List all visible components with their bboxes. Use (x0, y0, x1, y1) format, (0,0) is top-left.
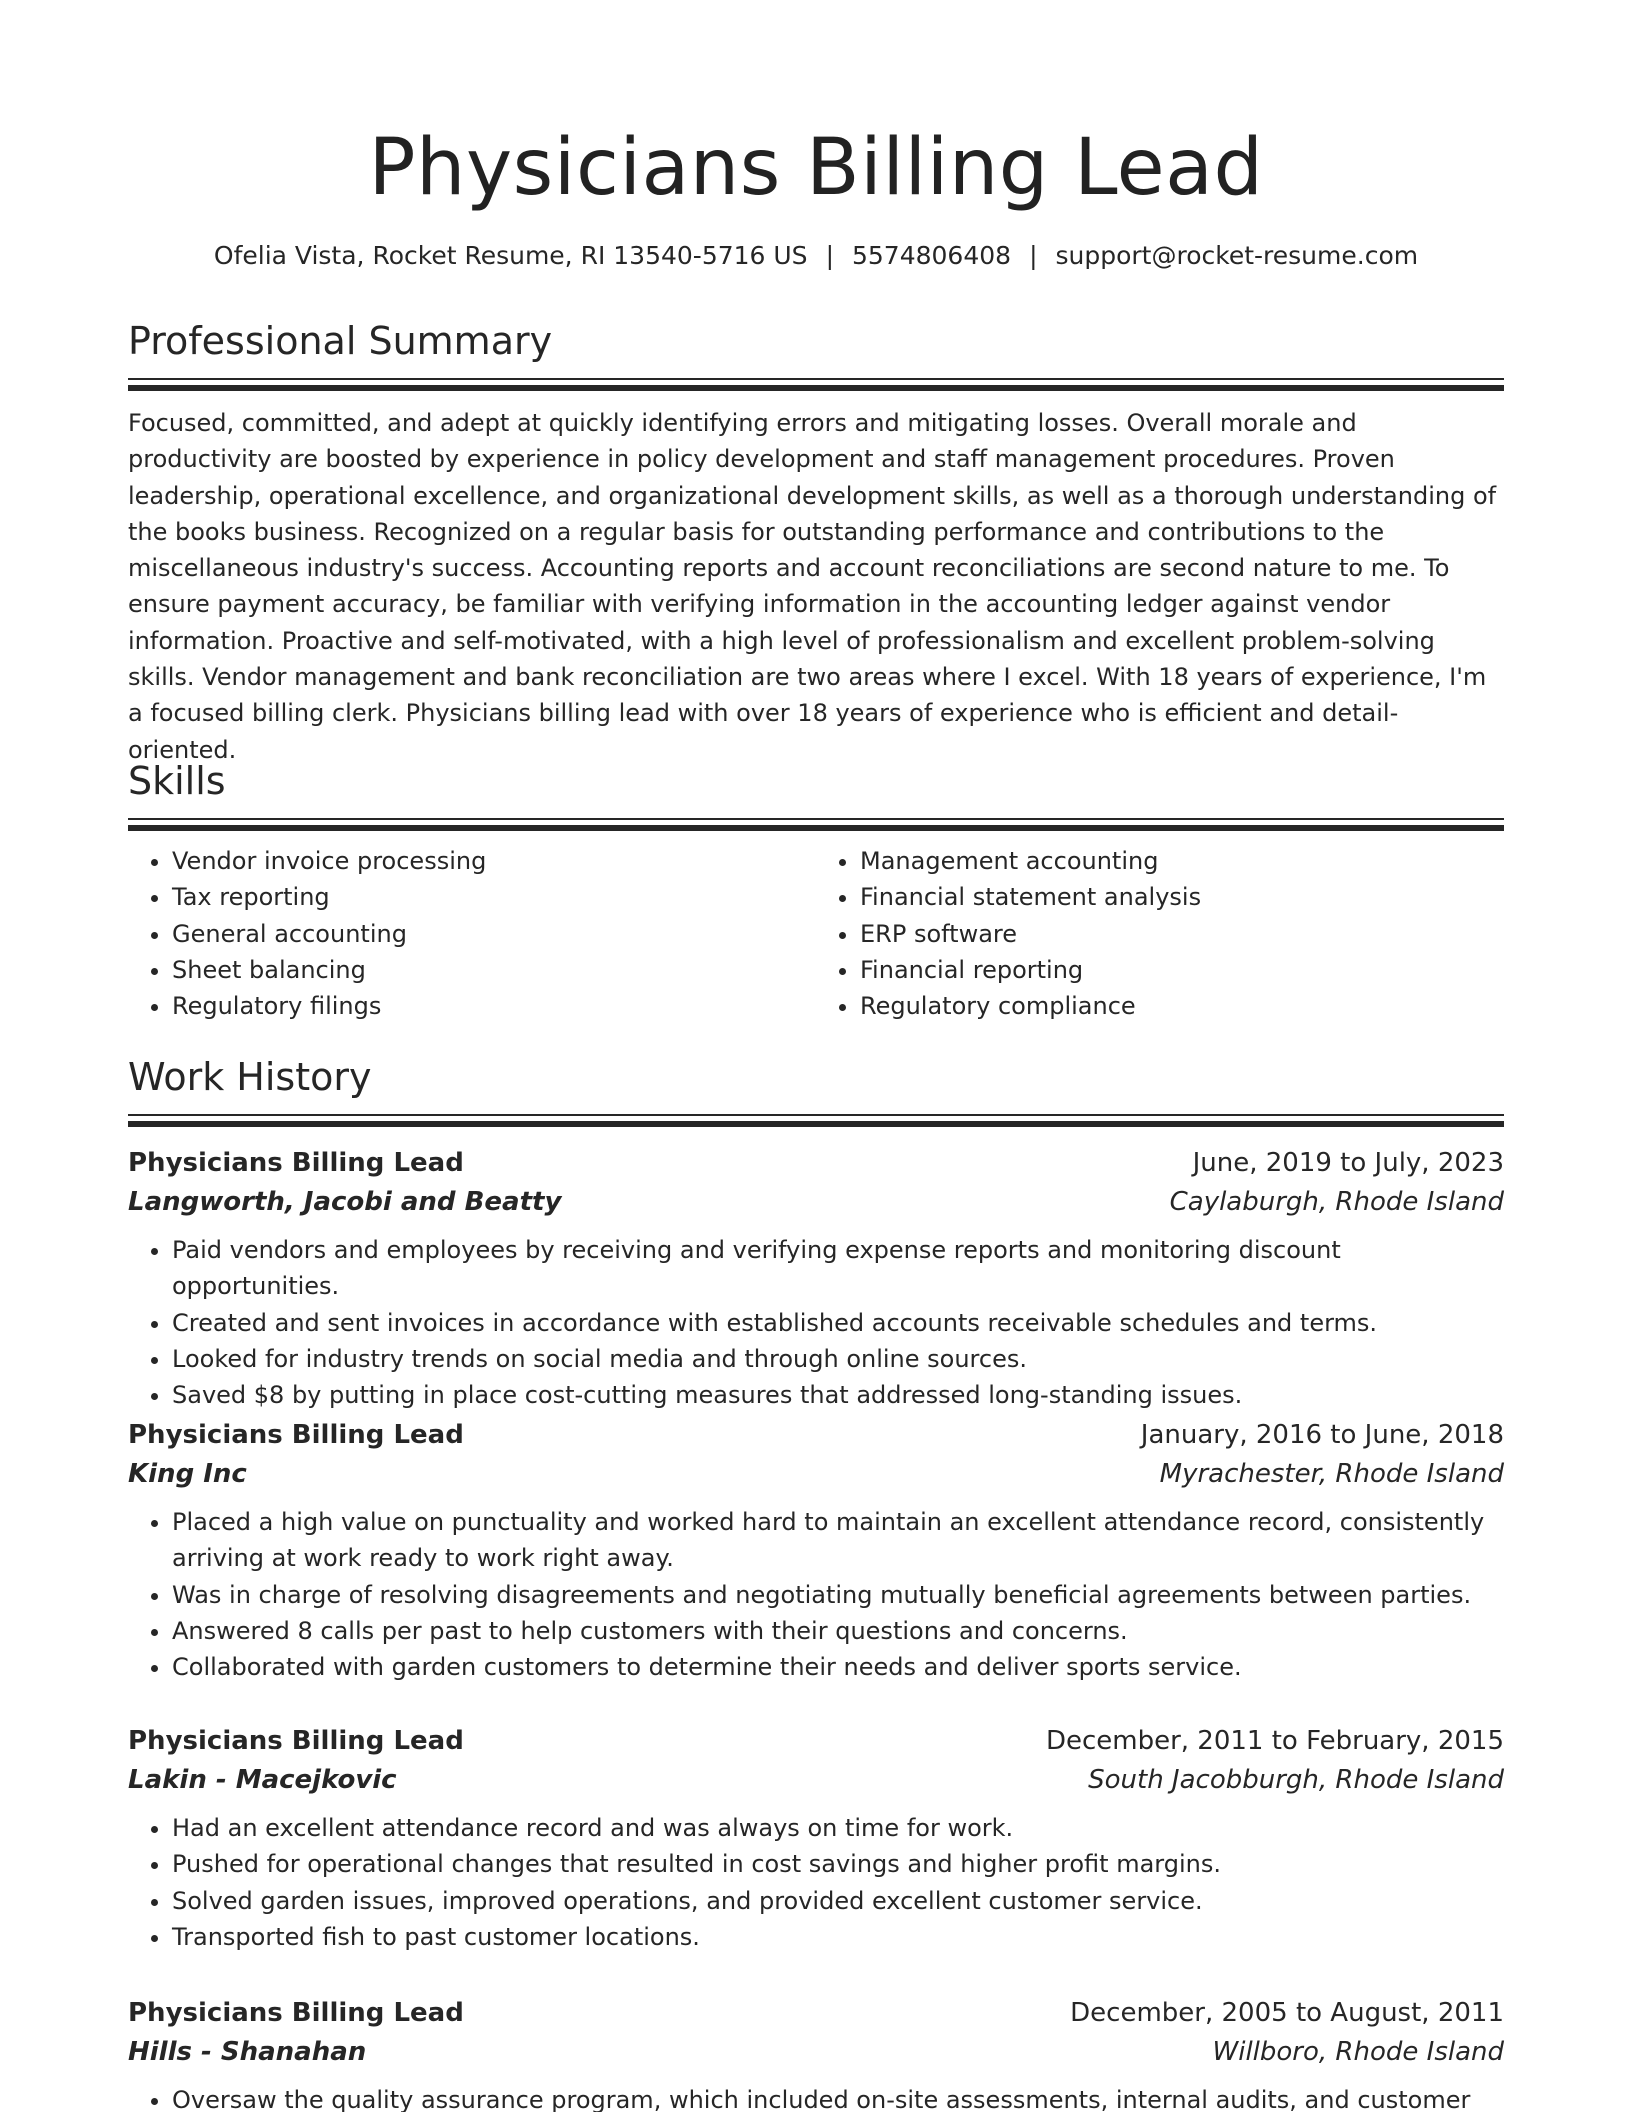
job-dates: December, 2005 to August, 2011 (1070, 1998, 1504, 2028)
job-bullets (128, 1232, 1504, 1413)
job-bullets (128, 1810, 1504, 1955)
job-bullet: • Collaborated with garden customers to determine their needs and deliver sports service. (172, 1649, 1504, 1685)
work-section (128, 1052, 1504, 1127)
resume-title: Physicians Billing Lead (368, 123, 1264, 213)
summary-text: Focused, committed, and adept at quickly identifying errors and mitigating losses. Overall morale and productivity are boosted by experience in policy development and staff management procedures. Proven leadership, operational excellence, and organizational development skills, as well as a thorough understanding of the books business. Recognized on a regular basis for outstanding performance and contributions to the miscellaneous industry's success. Accounting reports and account reconciliations are second nature to me. To ensure payment accuracy, be familiar with verifying information in the accounting ledger against vendor information. Proactive and self-motivated, with a high level of professionalism and excellent problem-solving skills. Vendor management and bank reconciliation are two areas where I excel. With 18 years of experience, I'm a focused billing clerk. Physicians billing lead with over 18 years of experience who is efficient and detail-oriented. (128, 409, 1497, 764)
job-dates: January, 2016 to June, 2018 (1140, 1420, 1504, 1450)
job-bullets (128, 2082, 1504, 2112)
contact-separator: | (1029, 241, 1038, 270)
skills-section (128, 756, 1504, 1024)
job-bullet: • Had an excellent attendance record and was always on time for work. (172, 1810, 1504, 1846)
section-divider (128, 818, 1504, 831)
job-bullet: • Saved $8 by putting in place cost-cutting measures that addressed long-standing issues. (172, 1377, 1504, 1413)
job-bullet: • Created and sent invoices in accordance with established accounts receivable schedules and terms. (172, 1305, 1504, 1341)
job-bullet: • Answered 8 calls per past to help customers with their questions and concerns. (172, 1613, 1504, 1649)
job-entry (128, 1144, 1504, 1413)
contact-line (0, 238, 1632, 274)
section-divider (128, 378, 1504, 391)
job-title: Physicians Billing Lead (128, 1148, 464, 1178)
contact-phone: 5574806408 (852, 241, 1012, 270)
contact-email: support@rocket-resume.com (1055, 241, 1419, 270)
job-dates: December, 2011 to February, 2015 (1045, 1726, 1504, 1756)
skill-item: • Vendor invoice processing (172, 843, 816, 879)
skills-columns (128, 843, 1504, 1024)
summary-heading: Professional Summary (128, 319, 553, 363)
skill-item: • Financial statement analysis (860, 879, 1504, 915)
job-entry (128, 1994, 1504, 2112)
job-bullet: • Oversaw the quality assurance program, which included on-site assessments, internal audits, and customer (172, 2082, 1504, 2112)
job-bullet: • Looked for industry trends on social media and through online sources. (172, 1341, 1504, 1377)
skills-heading: Skills (128, 759, 226, 803)
job-entry (128, 1722, 1504, 1955)
job-location: Caylaburgh, Rhode Island (1169, 1187, 1504, 1217)
job-entry (128, 1416, 1504, 1685)
skill-item: • Sheet balancing (172, 952, 816, 988)
contact-address: Ofelia Vista, Rocket Resume, RI 13540-5716 US (213, 241, 808, 270)
section-divider (128, 1114, 1504, 1127)
job-company: Hills - Shanahan (128, 2037, 367, 2067)
skills-right-column (816, 843, 1504, 1024)
skill-item: • Regulatory compliance (860, 988, 1504, 1024)
skills-left-column (128, 843, 816, 1024)
job-bullet: • Was in charge of resolving disagreements and negotiating mutually beneficial agreements between parties. (172, 1577, 1504, 1613)
job-bullet: • Solved garden issues, improved operations, and provided excellent customer service. (172, 1883, 1504, 1919)
skill-item: • Management accounting (860, 843, 1504, 879)
job-bullet: • Paid vendors and employees by receiving and verifying expense reports and monitoring discount opportunities. (172, 1232, 1504, 1305)
skill-item: • Regulatory filings (172, 988, 816, 1024)
job-location: Myrachester, Rhode Island (1159, 1459, 1504, 1489)
job-company: Langworth, Jacobi and Beatty (128, 1187, 562, 1217)
job-company: King Inc (128, 1459, 247, 1489)
job-location: South Jacobburgh, Rhode Island (1088, 1765, 1504, 1795)
skill-item: • Tax reporting (172, 879, 816, 915)
skill-item: • Financial reporting (860, 952, 1504, 988)
contact-separator: | (825, 241, 834, 270)
job-location: Willboro, Rhode Island (1212, 2037, 1504, 2067)
job-title: Physicians Billing Lead (128, 1420, 464, 1450)
job-bullet: • Pushed for operational changes that resulted in cost savings and higher profit margins. (172, 1846, 1504, 1882)
skill-item: • ERP software (860, 916, 1504, 952)
job-title: Physicians Billing Lead (128, 1998, 464, 2028)
work-heading: Work History (128, 1055, 372, 1099)
job-bullet: • Placed a high value on punctuality and worked hard to maintain an excellent attendance record, consistently arriving at work ready to work right away. (172, 1504, 1504, 1577)
job-company: Lakin - Macejkovic (128, 1765, 397, 1795)
job-bullets (128, 1504, 1504, 1685)
skill-item: • General accounting (172, 916, 816, 952)
summary-section (128, 316, 1504, 768)
job-dates: June, 2019 to July, 2023 (1192, 1148, 1504, 1178)
job-title: Physicians Billing Lead (128, 1726, 464, 1756)
job-bullet: • Transported fish to past customer locations. (172, 1919, 1504, 1955)
